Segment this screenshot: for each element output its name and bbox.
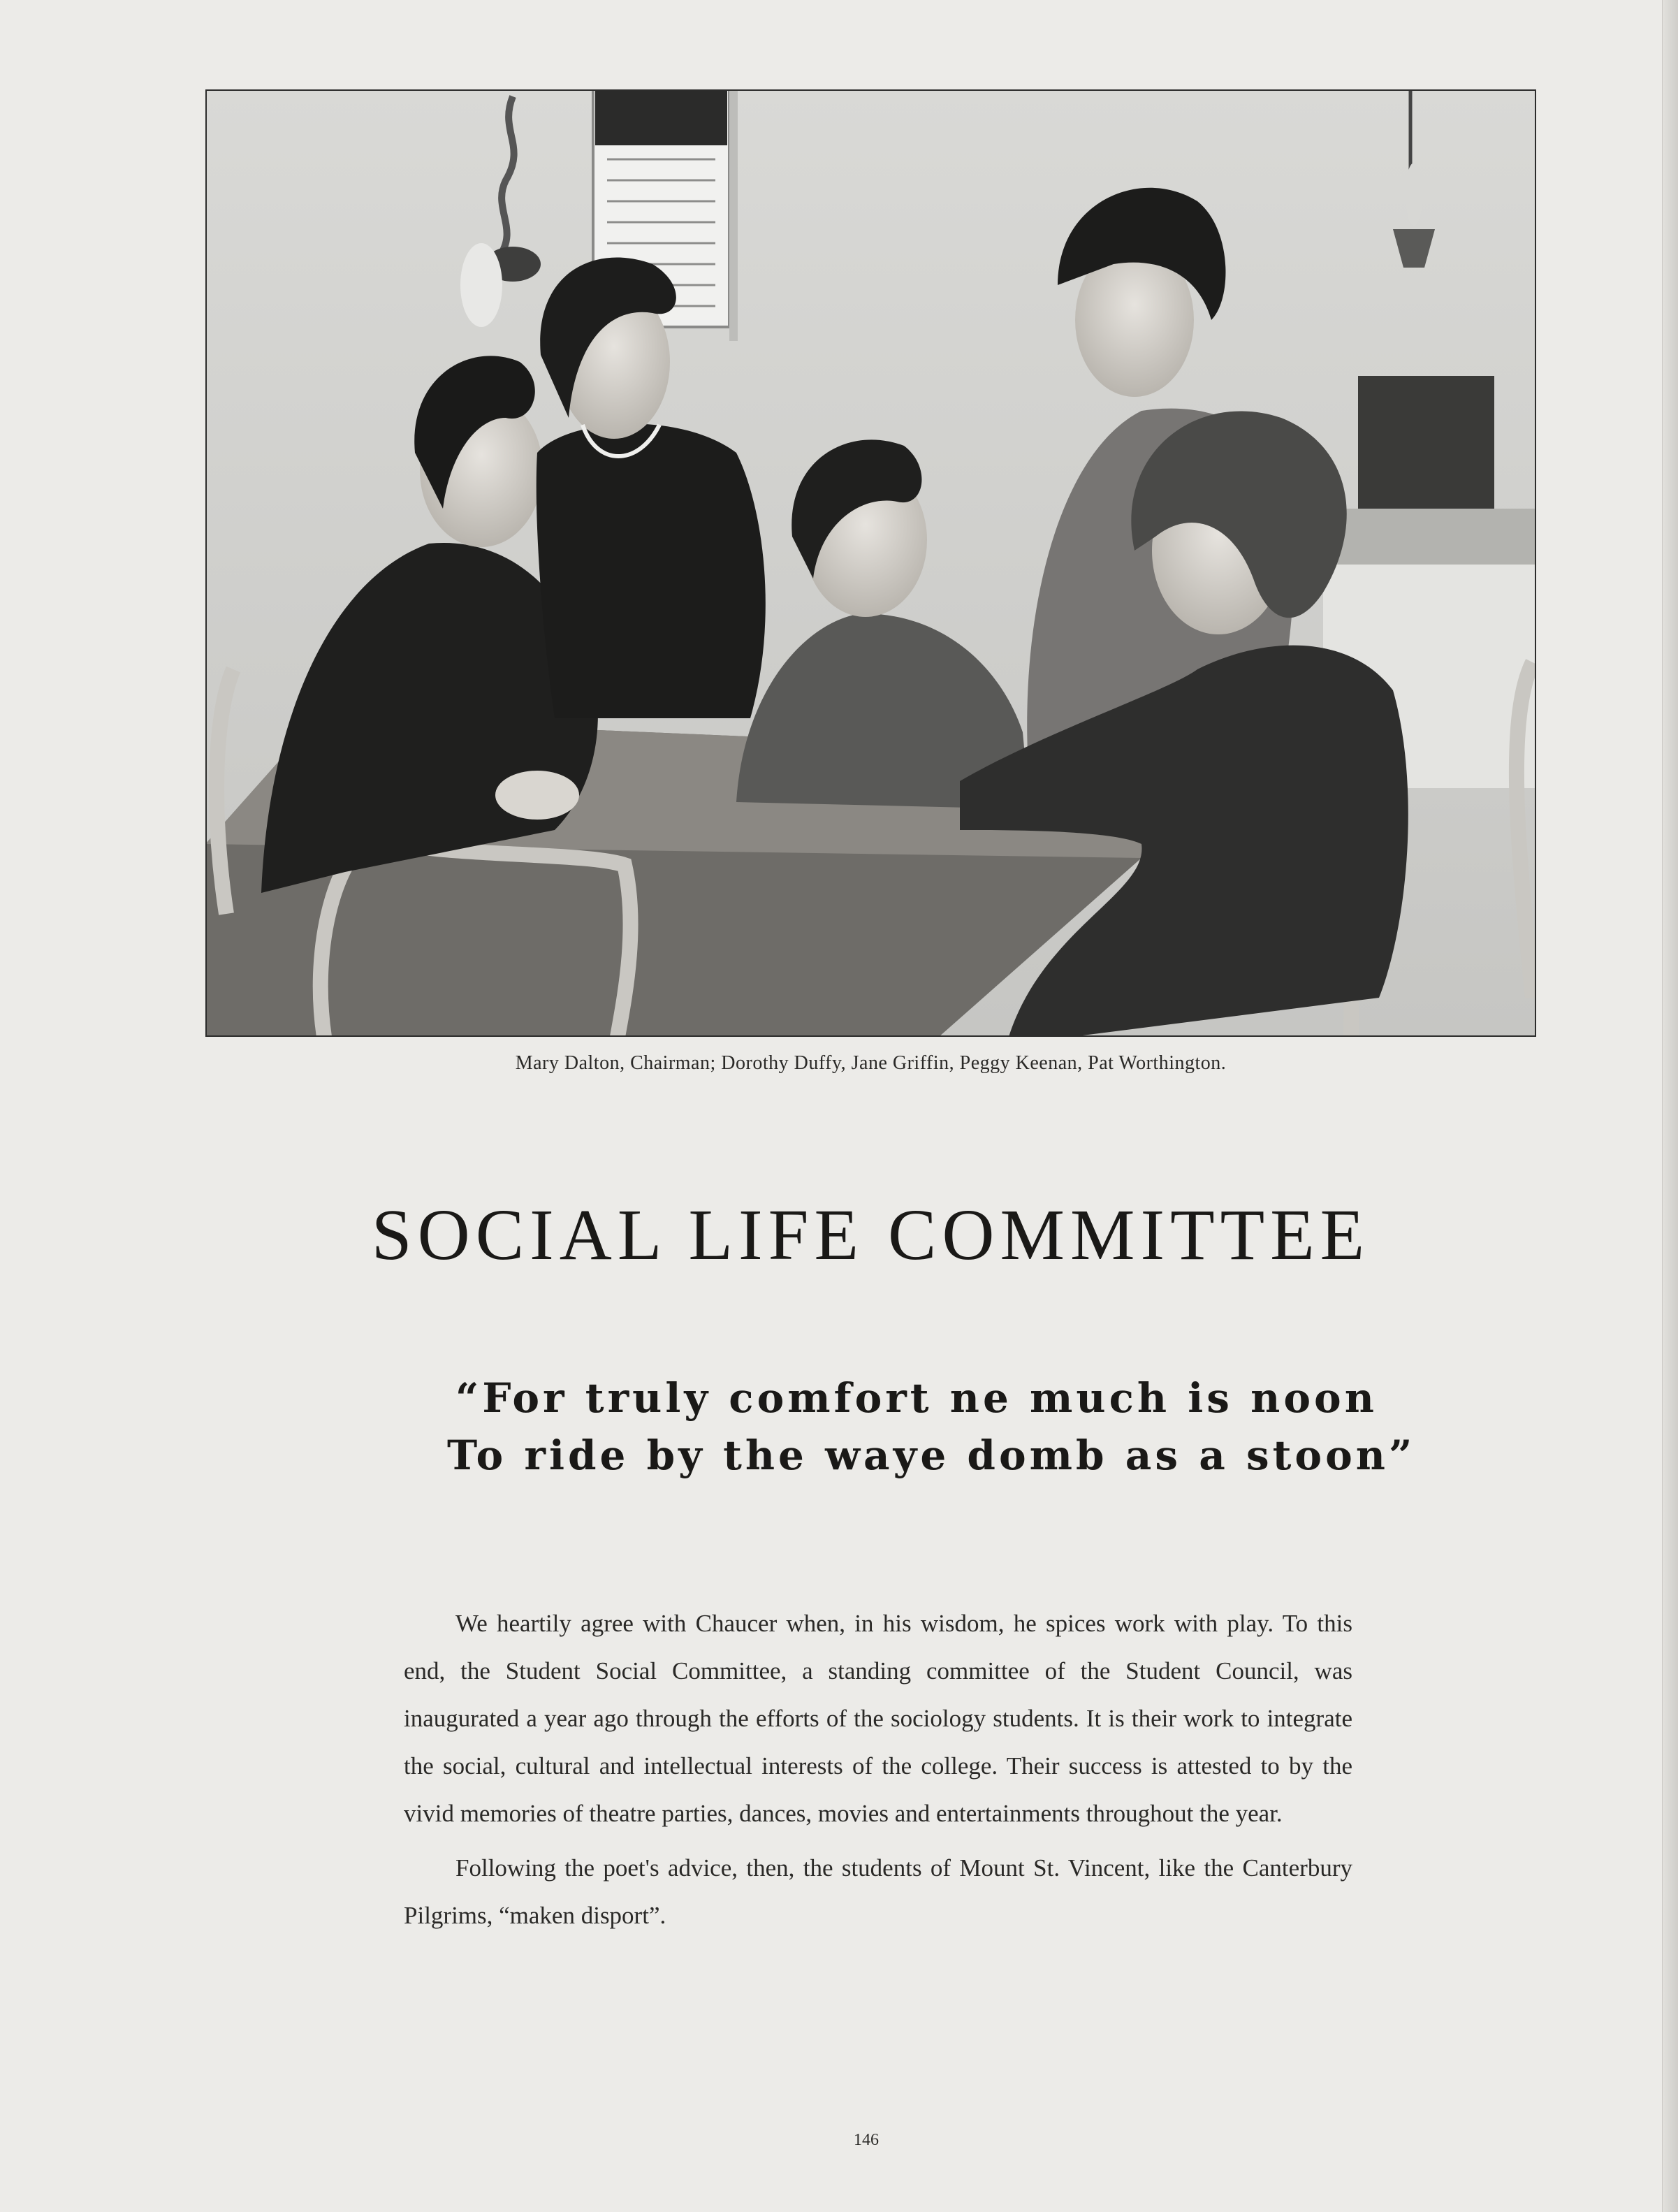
body-text	[404, 1600, 1352, 1947]
page-edge	[1662, 0, 1678, 2212]
committee-photo-illustration	[205, 89, 1536, 1037]
page-number: 146	[854, 2131, 879, 2149]
paragraph-1: We heartily agree with Chaucer when, in his wisdom, he spices work with play. To this end, the Student Social Committee, a standing committee of the Student Council, was inaugurated a year ago through the efforts of the sociology students. It is their work to integrate the social, cultural and intellectual interests of the college. Their success is attested to by the vivid memories of theatre parties, dances, movies and entertainments throughout the year.	[404, 1610, 1352, 1827]
quote-line-1: “For truly comfort ne much is noon	[455, 1374, 1378, 1422]
quote-line-2: To ride by the waye domb as a stoon”	[447, 1432, 1416, 1479]
committee-photo	[205, 89, 1536, 1037]
page-title: SOCIAL LIFE COMMITTEE	[371, 1195, 1371, 1275]
photo-caption: Mary Dalton, Chairman; Dorothy Duffy, Jane Griffin, Peggy Keenan, Pat Worthington.	[515, 1052, 1227, 1074]
chaucer-quote	[391, 1369, 1416, 1484]
paragraph-2: Following the poet's advice, then, the students of Mount St. Vincent, like the Canterbury Pilgrims, “maken disport”.	[404, 1854, 1352, 1929]
